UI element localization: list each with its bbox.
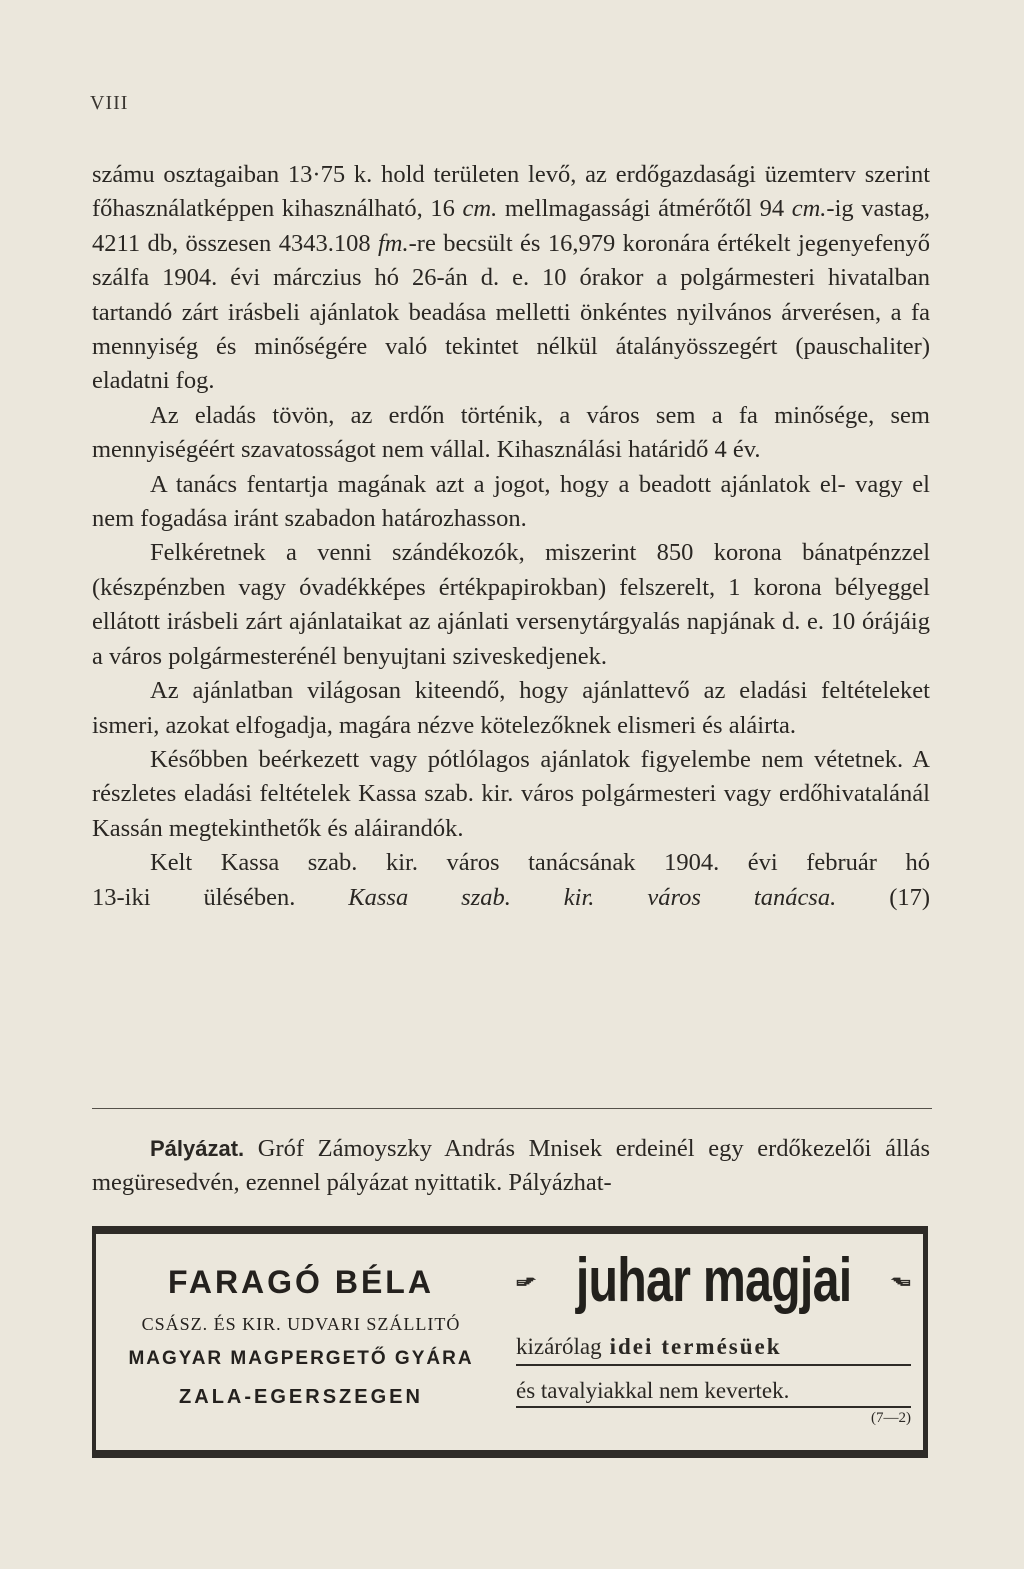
notice-signature: Kassa szab. kir. város tanácsa. — [348, 883, 837, 911]
ad-line-2: és tavalyiakkal nem kevertek. — [516, 1376, 911, 1408]
ad-city: ZALA-EGERSZEGEN — [179, 1386, 423, 1408]
competition-text: Gróf Zámoyszky András Mnisek erdeinél egy erdőkezelői állás megüresedvén, ezennel pályázat nyittatik. Pályázhat- — [92, 1135, 930, 1197]
notice-paragraph-3: A tanács fentartja magának azt a jogot, hogy a beadott ajánlatok el- vagy el nem fogadása iránt szabadon határozhasson. — [92, 470, 930, 533]
notice-paragraph-6: Későbben beérkezett vagy pótlólagos ajánlatok figyelembe nem vétetnek. A részletes eladási feltételek Kassa szab. kir. város polgármesteri vagy erdőhivatalánál Kassán megtekinthetők és aláirandók. — [92, 745, 930, 842]
ad-subtitle: CSÁSZ. ÉS KIR. UDVARI SZÁLLITÓ — [141, 1314, 461, 1334]
section-divider — [92, 1108, 932, 1109]
competition-notice — [92, 1132, 930, 1201]
notice-paragraph-2: Az eladás tövön, az erdőn történik, a város sem a fa minősége, sem mennyiségéért szavatosságot nem vállal. Kihasználási határidő 4 év. — [92, 401, 930, 464]
notice-signature-line — [92, 881, 930, 915]
auction-notice — [92, 158, 930, 915]
notice-paragraph-1: számu osztagaiban 13·75 k. hold területen levő, az erdőgazdasági üzemterv szerint főhasználatképpen kihasználható, 16 cm. mellmagassági átmérőtől 94 cm.-ig vastag, 4211 db, összesen 4343.108 fm.-re becsült és 16,979 koronára értékelt jegenyefenyő szálfa 1904. évi márczius hó 26-án d. e. 10 órakor a polgármesteri hivatalban tartandó zárt irásbeli ajánlatok beadása melletti önkéntes nyilvános árverésen, a fa mennyiség és minőségére való tekintet nélkül átalányösszegért (pauschaliter) eladatni fog. — [92, 161, 930, 395]
notice-paragraph-5: Az ajánlatban világosan kiteendő, hogy ajánlattevő az eladási feltételeket ismeri, azokat elfogadja, magára nézve kötelezőknek elismeri és aláirta. — [92, 677, 930, 739]
notice-date-line: Kelt Kassa szab. kir. város tanácsának 1904. évi február hó — [150, 849, 930, 877]
ad-factory: MAGYAR MAGPERGETŐ GYÁRA — [128, 1348, 474, 1369]
pointing-hand-right-icon — [516, 1264, 537, 1298]
competition-lead: Pályázat. — [150, 1136, 245, 1161]
ad-title: juhar magjai — [575, 1246, 852, 1315]
ad-line-1: kizárólag idei termésüek — [516, 1332, 911, 1366]
advertisement-box — [92, 1226, 928, 1458]
ad-headline — [516, 1240, 911, 1322]
pointing-hand-left-icon — [890, 1264, 911, 1298]
notice-reference: (17) — [889, 883, 931, 911]
advertisement-product — [516, 1240, 911, 1427]
ad-reference-code: (7—2) — [871, 1410, 911, 1426]
page-number: VIII — [90, 92, 129, 114]
notice-session-date: 13-iki ülésében. — [92, 883, 296, 911]
ad-brand-name: FARAGÓ BÉLA — [168, 1264, 434, 1300]
notice-paragraph-4: Felkéretnek a venni szándékozók, miszerint 850 korona bánatpénzzel (készpénzben vagy óvadékképes értékpapirokban) felszerelt, 1 korona bélyeggel ellátott irásbeli zárt ajánlataikat az ajánlati versenytárgyalás napjának d. e. 10 órájáig a város polgármesterénél benyujtani sziveskedjenek. — [92, 539, 930, 670]
advertisement-company — [110, 1262, 492, 1412]
